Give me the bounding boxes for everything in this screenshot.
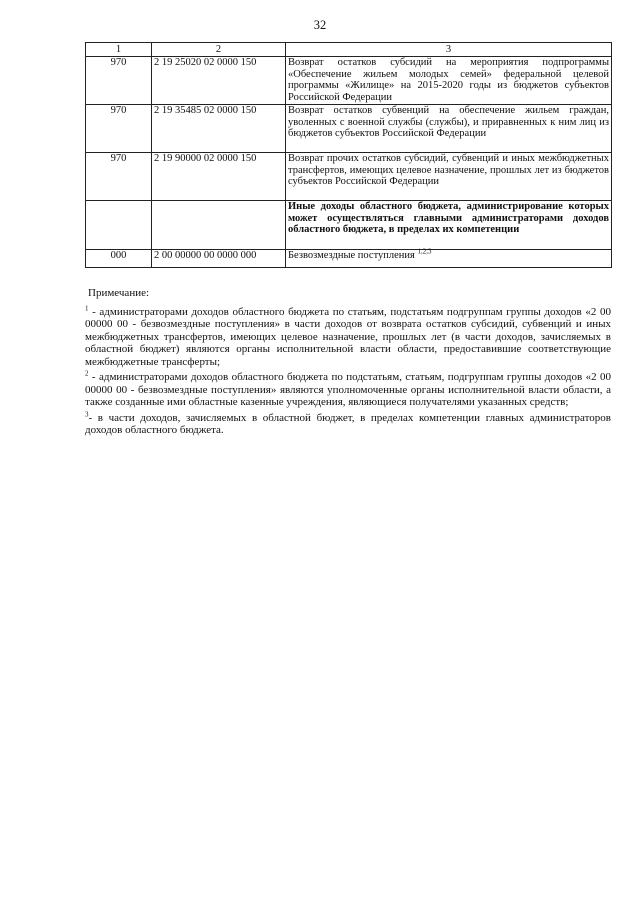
classification-code-cell [152, 201, 286, 250]
column-header: 1 [86, 43, 152, 57]
notes-section [85, 287, 611, 440]
note-item [85, 303, 611, 369]
note-mark: 3 [85, 409, 89, 418]
note-mark: 2 [85, 369, 89, 378]
table-row [86, 57, 612, 105]
revenue-name-text: Безвозмездные поступления [288, 250, 415, 261]
classification-code-cell: 2 00 00000 00 0000 000 [152, 250, 286, 268]
note-text: - администраторами доходов областного бюджета по статьям, подстатьям подгруппам группы доходов «2 00 00000 00 - безвозмездные поступления» в части доходов от возврата остатков субсидий, субвенций и иных межбюджетных трансфертов, имеющих целевое назначение, прошлых лет (в части доходов, зачисляемых в областной бюджет) являются органы исполнительной власти области, предоставившие соответствующие межбюджетные трансферты; [85, 305, 611, 368]
column-header: 2 [152, 43, 286, 57]
table-row [86, 250, 612, 268]
administrator-code-cell: 970 [86, 57, 152, 105]
revenue-name-cell [286, 247, 612, 268]
note-text: - администраторами доходов областного бюджета по подстатьям, статьям, подгруппам группы доходов «2 00 00000 00 - безвозмездные поступления» являются уполномоченные органы исполнительной власти области, а также созданные ими областные казенные учреждения, являющиеся получателями указанных средств; [85, 371, 611, 408]
revenue-administrators-table [85, 42, 612, 268]
revenue-name-cell: Возврат прочих остатков субсидий, субвенций и иных межбюджетных трансфертов, имеющих целевое назначение, прошлых лет из бюджетов субъектов Российской Федерации [286, 153, 612, 201]
notes-title: Примечание: [88, 287, 150, 299]
classification-code-cell: 2 19 90000 02 0000 150 [152, 153, 286, 201]
classification-code-cell: 2 19 35485 02 0000 150 [152, 105, 286, 153]
administrator-code-cell: 000 [86, 250, 152, 268]
note-item [85, 409, 611, 437]
revenue-name-cell: Возврат остатков субвенций на обеспечение жильем граждан, уволенных с военной службы (службы), и приравненных к ним лиц из бюджетов субъектов Российской Федерации [286, 105, 612, 153]
classification-code-cell: 2 19 25020 02 0000 150 [152, 57, 286, 105]
note-item [85, 371, 611, 409]
administrator-code-cell [86, 201, 152, 250]
column-header: 3 [286, 43, 612, 57]
note-mark: 1 [85, 303, 89, 312]
note-text: - в части доходов, зачисляемых в областной бюджет, в пределах компетенции главных администраторов доходов областного бюджета. [85, 411, 611, 436]
page-number: 32 [313, 18, 327, 32]
table-row [86, 105, 612, 153]
table-row [86, 153, 612, 201]
table-header-row [86, 43, 612, 57]
footnote-reference: 1,2,3 [417, 247, 432, 256]
table-section-row [86, 201, 612, 250]
section-heading-cell: Иные доходы областного бюджета, администрирование которых может осуществляться главными администраторами доходов областного бюджета, в пределах их компетенции [286, 201, 612, 250]
revenue-name-cell: Возврат остатков субсидий на мероприятия подпрограммы «Обеспечение жильем молодых семей» федеральной целевой программы «Жилище» на 2015-2020 годы из бюджетов субъектов Российской Федерации [286, 57, 612, 105]
administrator-code-cell: 970 [86, 105, 152, 153]
administrator-code-cell: 970 [86, 153, 152, 201]
